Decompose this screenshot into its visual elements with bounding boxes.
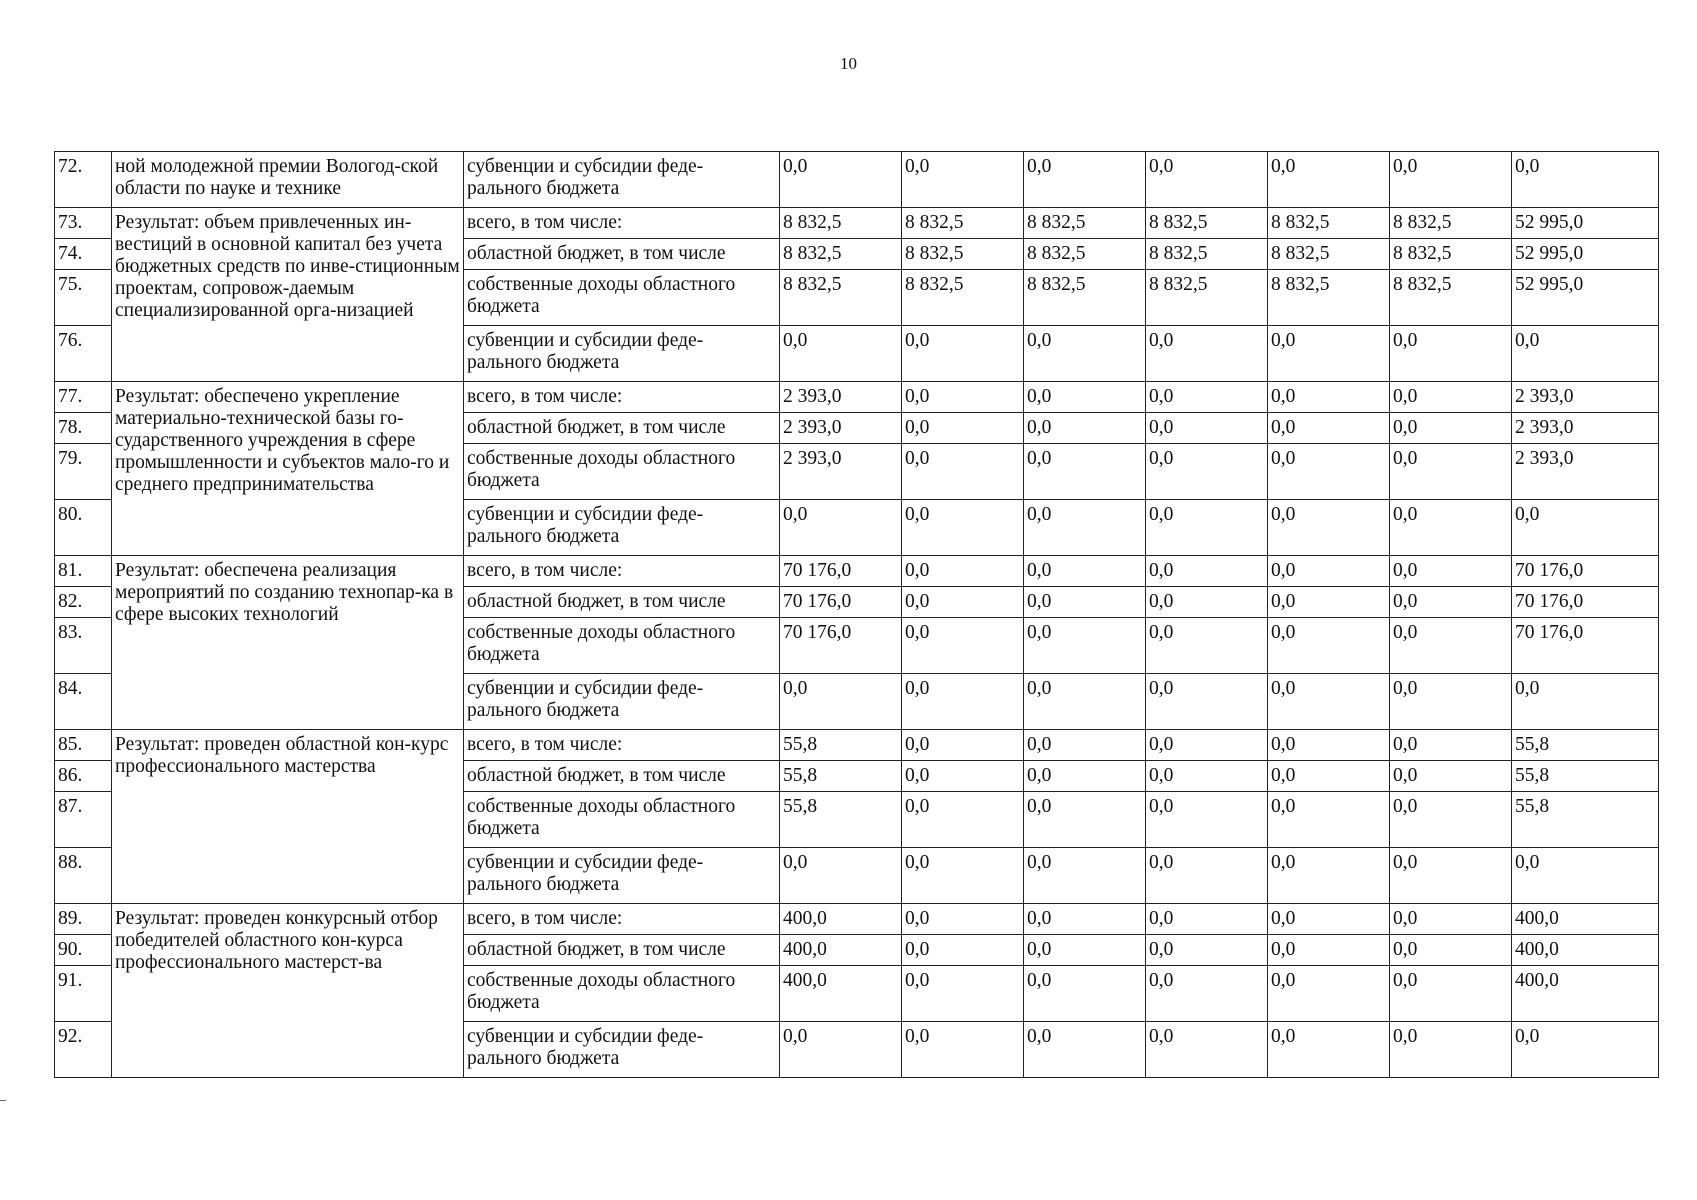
row-number: 87.: [55, 792, 112, 848]
year-value: 0,0: [1390, 444, 1512, 500]
year-value: 0,0: [1390, 792, 1512, 848]
funding-source: субвенции и субсидии феде-рального бюджета: [464, 848, 780, 904]
year-value: 0,0: [1024, 966, 1146, 1022]
year-value: 0,0: [1268, 382, 1390, 413]
year-value: 0,0: [902, 674, 1024, 730]
row-number: 79.: [55, 444, 112, 500]
total-value: 0,0: [1512, 500, 1659, 556]
year-value: 0,0: [1268, 1022, 1390, 1078]
year-value: 70 176,0: [780, 556, 902, 587]
year-value: 55,8: [780, 761, 902, 792]
margin-mark: [0, 1100, 6, 1101]
result-description: Результат: объем привлеченных ин-вестиций в основной капитал без учета бюджетных средств по инве-стиционным проектам, сопровож-даемым специализированной орга-низацией: [112, 208, 464, 382]
funding-source: субвенции и субсидии феде-рального бюджета: [464, 500, 780, 556]
year-value: 0,0: [780, 500, 902, 556]
funding-source: всего, в том числе:: [464, 730, 780, 761]
year-value: 0,0: [1268, 587, 1390, 618]
result-description: ной молодежной премии Вологод-ской области по науке и технике: [112, 152, 464, 208]
total-value: 52 995,0: [1512, 239, 1659, 270]
year-value: 0,0: [1146, 1022, 1268, 1078]
year-value: 2 393,0: [780, 413, 902, 444]
budget-table: [54, 151, 1659, 1078]
year-value: 0,0: [1268, 413, 1390, 444]
funding-source: субвенции и субсидии феде-рального бюджета: [464, 674, 780, 730]
year-value: 0,0: [1024, 587, 1146, 618]
year-value: 0,0: [1390, 904, 1512, 935]
year-value: 0,0: [1146, 904, 1268, 935]
year-value: 8 832,5: [902, 270, 1024, 326]
year-value: 0,0: [902, 1022, 1024, 1078]
total-value: 0,0: [1512, 848, 1659, 904]
year-value: 0,0: [902, 152, 1024, 208]
year-value: 0,0: [902, 413, 1024, 444]
year-value: 0,0: [780, 1022, 902, 1078]
total-value: 400,0: [1512, 904, 1659, 935]
total-value: 2 393,0: [1512, 413, 1659, 444]
year-value: 0,0: [1390, 848, 1512, 904]
year-value: 0,0: [1024, 848, 1146, 904]
row-number: 75.: [55, 270, 112, 326]
year-value: 55,8: [780, 730, 902, 761]
row-number: 89.: [55, 904, 112, 935]
year-value: 0,0: [1390, 152, 1512, 208]
table-row: [55, 904, 1659, 935]
funding-source: всего, в том числе:: [464, 556, 780, 587]
year-value: 0,0: [1268, 326, 1390, 382]
row-number: 85.: [55, 730, 112, 761]
total-value: 55,8: [1512, 792, 1659, 848]
year-value: 0,0: [1024, 761, 1146, 792]
total-value: 70 176,0: [1512, 618, 1659, 674]
year-value: 0,0: [1146, 730, 1268, 761]
year-value: 0,0: [1268, 730, 1390, 761]
year-value: 8 832,5: [1024, 239, 1146, 270]
year-value: 0,0: [1390, 556, 1512, 587]
row-number: 76.: [55, 326, 112, 382]
year-value: 400,0: [780, 966, 902, 1022]
year-value: 0,0: [1268, 966, 1390, 1022]
total-value: 52 995,0: [1512, 270, 1659, 326]
year-value: 0,0: [902, 792, 1024, 848]
total-value: 70 176,0: [1512, 556, 1659, 587]
funding-source: собственные доходы областного бюджета: [464, 618, 780, 674]
year-value: 8 832,5: [1268, 208, 1390, 239]
total-value: 55,8: [1512, 761, 1659, 792]
funding-source: областной бюджет, в том числе: [464, 413, 780, 444]
year-value: 0,0: [902, 848, 1024, 904]
funding-source: всего, в том числе:: [464, 208, 780, 239]
result-description: Результат: обеспечено укрепление материально-технической базы го-сударственного учреждения в сфере промышленности и субъектов мало-го и среднего предпринимательства: [112, 382, 464, 556]
year-value: 0,0: [1268, 556, 1390, 587]
result-description: Результат: проведен конкурсный отбор победителей областного кон-курса профессионального мастерст-ва: [112, 904, 464, 1078]
year-value: 0,0: [1024, 326, 1146, 382]
year-value: 8 832,5: [902, 208, 1024, 239]
funding-source: собственные доходы областного бюджета: [464, 270, 780, 326]
row-number: 86.: [55, 761, 112, 792]
table-row: [55, 208, 1659, 239]
funding-source: субвенции и субсидии феде-рального бюджета: [464, 152, 780, 208]
year-value: 0,0: [1268, 500, 1390, 556]
table-row: [55, 556, 1659, 587]
row-number: 90.: [55, 935, 112, 966]
row-number: 84.: [55, 674, 112, 730]
year-value: 0,0: [1390, 618, 1512, 674]
year-value: 0,0: [902, 382, 1024, 413]
year-value: 0,0: [1146, 152, 1268, 208]
year-value: 0,0: [902, 326, 1024, 382]
funding-source: областной бюджет, в том числе: [464, 239, 780, 270]
year-value: 0,0: [1268, 792, 1390, 848]
year-value: 0,0: [1390, 500, 1512, 556]
year-value: 0,0: [1024, 674, 1146, 730]
year-value: 55,8: [780, 792, 902, 848]
year-value: 0,0: [1146, 935, 1268, 966]
row-number: 81.: [55, 556, 112, 587]
row-number: 83.: [55, 618, 112, 674]
row-number: 78.: [55, 413, 112, 444]
total-value: 0,0: [1512, 152, 1659, 208]
year-value: 0,0: [902, 500, 1024, 556]
year-value: 0,0: [780, 152, 902, 208]
year-value: 8 832,5: [1268, 270, 1390, 326]
funding-source: всего, в том числе:: [464, 382, 780, 413]
year-value: 0,0: [1024, 382, 1146, 413]
year-value: 0,0: [1268, 674, 1390, 730]
year-value: 8 832,5: [1390, 208, 1512, 239]
year-value: 8 832,5: [780, 208, 902, 239]
row-number: 82.: [55, 587, 112, 618]
funding-source: областной бюджет, в том числе: [464, 935, 780, 966]
row-number: 91.: [55, 966, 112, 1022]
row-number: 80.: [55, 500, 112, 556]
page-number: 10: [840, 54, 857, 73]
year-value: 0,0: [1146, 848, 1268, 904]
table-row: [55, 730, 1659, 761]
year-value: 8 832,5: [780, 270, 902, 326]
year-value: 0,0: [1146, 966, 1268, 1022]
year-value: 8 832,5: [1024, 208, 1146, 239]
year-value: 0,0: [1390, 382, 1512, 413]
year-value: 0,0: [1146, 556, 1268, 587]
year-value: 0,0: [1268, 761, 1390, 792]
year-value: 0,0: [1024, 730, 1146, 761]
year-value: 0,0: [1146, 792, 1268, 848]
year-value: 0,0: [902, 587, 1024, 618]
year-value: 0,0: [1146, 382, 1268, 413]
result-description: Результат: проведен областной кон-курс профессионального мастерства: [112, 730, 464, 904]
year-value: 8 832,5: [1390, 239, 1512, 270]
year-value: 2 393,0: [780, 382, 902, 413]
row-number: 92.: [55, 1022, 112, 1078]
total-value: 0,0: [1512, 1022, 1659, 1078]
year-value: 0,0: [780, 848, 902, 904]
year-value: 0,0: [1146, 444, 1268, 500]
year-value: 0,0: [902, 966, 1024, 1022]
funding-source: областной бюджет, в том числе: [464, 587, 780, 618]
year-value: 0,0: [1268, 848, 1390, 904]
year-value: 0,0: [902, 730, 1024, 761]
funding-source: субвенции и субсидии феде-рального бюджета: [464, 326, 780, 382]
total-value: 2 393,0: [1512, 382, 1659, 413]
year-value: 0,0: [1146, 761, 1268, 792]
year-value: 0,0: [1390, 326, 1512, 382]
year-value: 0,0: [1024, 444, 1146, 500]
funding-source: собственные доходы областного бюджета: [464, 966, 780, 1022]
year-value: 0,0: [1024, 413, 1146, 444]
year-value: 0,0: [1390, 413, 1512, 444]
year-value: 0,0: [1268, 444, 1390, 500]
year-value: 0,0: [1390, 761, 1512, 792]
year-value: 8 832,5: [780, 239, 902, 270]
year-value: 8 832,5: [1146, 239, 1268, 270]
year-value: 8 832,5: [1390, 270, 1512, 326]
funding-source: собственные доходы областного бюджета: [464, 444, 780, 500]
year-value: 0,0: [1268, 618, 1390, 674]
year-value: 0,0: [1024, 152, 1146, 208]
year-value: 400,0: [780, 935, 902, 966]
year-value: 0,0: [902, 444, 1024, 500]
funding-source: областной бюджет, в том числе: [464, 761, 780, 792]
funding-source: всего, в том числе:: [464, 904, 780, 935]
year-value: 0,0: [1024, 904, 1146, 935]
year-value: 0,0: [902, 935, 1024, 966]
row-number: 77.: [55, 382, 112, 413]
total-value: 400,0: [1512, 966, 1659, 1022]
year-value: 70 176,0: [780, 618, 902, 674]
year-value: 0,0: [1390, 1022, 1512, 1078]
funding-source: субвенции и субсидии феде-рального бюджета: [464, 1022, 780, 1078]
year-value: 0,0: [1146, 326, 1268, 382]
total-value: 400,0: [1512, 935, 1659, 966]
year-value: 0,0: [1024, 618, 1146, 674]
table-row: [55, 382, 1659, 413]
year-value: 0,0: [1146, 618, 1268, 674]
year-value: 0,0: [1146, 587, 1268, 618]
total-value: 0,0: [1512, 674, 1659, 730]
year-value: 0,0: [902, 618, 1024, 674]
total-value: 2 393,0: [1512, 444, 1659, 500]
total-value: 55,8: [1512, 730, 1659, 761]
year-value: 70 176,0: [780, 587, 902, 618]
year-value: 0,0: [1146, 413, 1268, 444]
year-value: 0,0: [1390, 587, 1512, 618]
year-value: 0,0: [902, 904, 1024, 935]
row-number: 74.: [55, 239, 112, 270]
total-value: 0,0: [1512, 326, 1659, 382]
total-value: 70 176,0: [1512, 587, 1659, 618]
row-number: 72.: [55, 152, 112, 208]
year-value: 0,0: [902, 556, 1024, 587]
year-value: 0,0: [1146, 500, 1268, 556]
year-value: 8 832,5: [902, 239, 1024, 270]
year-value: 0,0: [1390, 730, 1512, 761]
result-description: Результат: обеспечена реализация мероприятий по созданию технопар-ка в сфере высоких технологий: [112, 556, 464, 730]
year-value: 0,0: [1024, 500, 1146, 556]
year-value: 0,0: [1268, 904, 1390, 935]
year-value: 8 832,5: [1024, 270, 1146, 326]
row-number: 73.: [55, 208, 112, 239]
year-value: 2 393,0: [780, 444, 902, 500]
year-value: 0,0: [1024, 792, 1146, 848]
year-value: 0,0: [1024, 935, 1146, 966]
year-value: 8 832,5: [1268, 239, 1390, 270]
year-value: 0,0: [1024, 556, 1146, 587]
year-value: 0,0: [1024, 1022, 1146, 1078]
year-value: 0,0: [902, 761, 1024, 792]
year-value: 8 832,5: [1146, 208, 1268, 239]
year-value: 0,0: [1390, 966, 1512, 1022]
table-row: [55, 152, 1659, 208]
year-value: 8 832,5: [1146, 270, 1268, 326]
row-number: 88.: [55, 848, 112, 904]
year-value: 0,0: [1390, 935, 1512, 966]
year-value: 0,0: [1268, 935, 1390, 966]
funding-source: собственные доходы областного бюджета: [464, 792, 780, 848]
year-value: 0,0: [780, 674, 902, 730]
year-value: 0,0: [1390, 674, 1512, 730]
total-value: 52 995,0: [1512, 208, 1659, 239]
year-value: 0,0: [780, 326, 902, 382]
table-body: [55, 152, 1659, 1078]
year-value: 0,0: [1146, 674, 1268, 730]
year-value: 0,0: [1268, 152, 1390, 208]
year-value: 400,0: [780, 904, 902, 935]
